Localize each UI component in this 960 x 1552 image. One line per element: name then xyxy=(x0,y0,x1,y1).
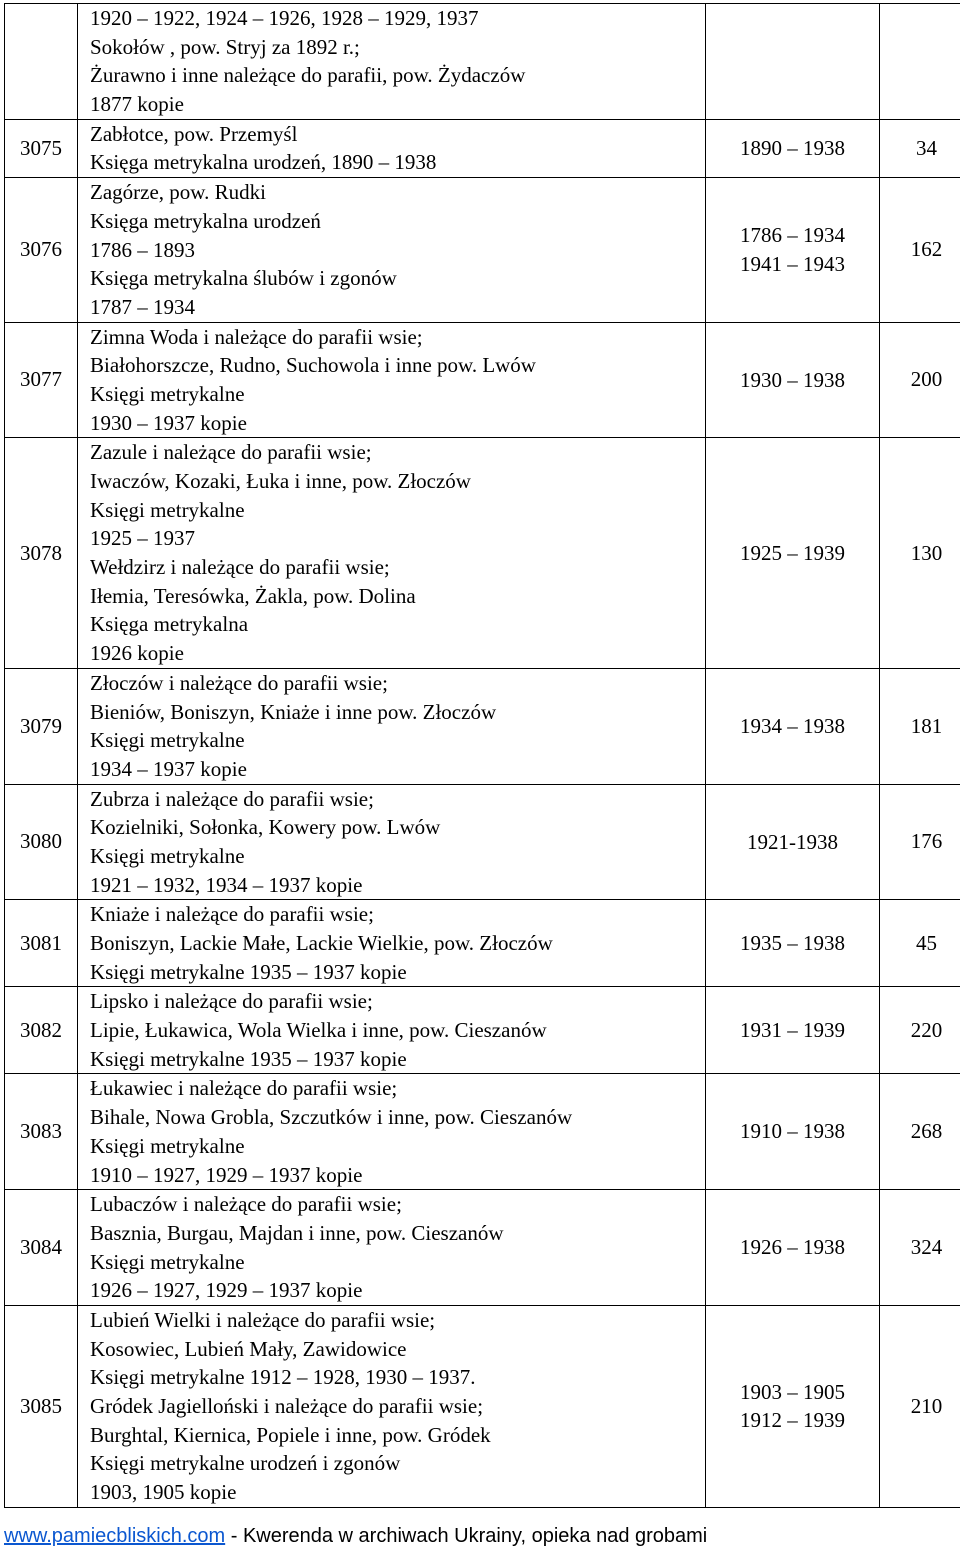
archive-records-table xyxy=(4,3,960,1508)
table-row xyxy=(5,178,960,322)
record-years xyxy=(706,900,880,987)
description-line: Żurawno i inne należące do parafii, pow. Żydaczów xyxy=(90,63,526,88)
description-line: Księgi metrykalne xyxy=(90,381,245,406)
description-line: 1930 – 1937 kopie xyxy=(90,410,247,435)
year-range: 1930 – 1938 xyxy=(740,367,845,392)
record-count: 130 xyxy=(880,438,960,669)
table-row xyxy=(5,668,960,784)
record-description xyxy=(78,1190,706,1306)
year-range: 1931 – 1939 xyxy=(740,1018,845,1043)
description-line: Księgi metrykalne xyxy=(90,1133,245,1158)
record-description xyxy=(78,4,706,120)
record-count: 200 xyxy=(880,322,960,438)
description-line: Księgi metrykalne 1912 – 1928, 1930 – 1937. xyxy=(90,1365,476,1390)
description-line: Księga metrykalna urodzeń xyxy=(90,208,321,233)
description-line: Iwaczów, Kozaki, Łuka i inne, pow. Złoczów xyxy=(90,469,471,493)
record-count: 268 xyxy=(880,1074,960,1190)
record-count: 45 xyxy=(880,900,960,987)
description-line: Wełdzirz i należące do parafii wsie; xyxy=(90,555,390,580)
description-line: Księgi metrykalne 1935 – 1937 kopie xyxy=(90,959,407,984)
year-range: 1935 – 1938 xyxy=(740,931,845,955)
footer-text: - Kwerenda w archiwach Ukrainy, opieka nad grobami xyxy=(225,1525,708,1547)
year-range: 1926 – 1938 xyxy=(740,1235,845,1260)
record-number: 3076 xyxy=(5,178,78,322)
description-line: Sokołów , pow. Stryj za 1892 r.; xyxy=(90,34,360,59)
year-range: 1890 – 1938 xyxy=(740,136,845,161)
year-range: 1903 – 1905 xyxy=(740,1379,845,1404)
record-description xyxy=(78,1074,706,1190)
description-line: Lubaczów i należące do parafii wsie; xyxy=(90,1192,402,1217)
year-range: 1934 – 1938 xyxy=(740,713,845,738)
year-range: 1786 – 1934 xyxy=(740,223,845,248)
record-number: 3075 xyxy=(5,119,78,177)
record-description xyxy=(78,900,706,987)
description-line: 1786 – 1893 xyxy=(90,237,195,262)
description-line: Lubień Wielki i należące do parafii wsie; xyxy=(90,1307,436,1332)
description-line: Księgi metrykalne xyxy=(90,843,245,868)
description-line: 1910 – 1927, 1929 – 1937 kopie xyxy=(90,1162,363,1187)
page-footer xyxy=(4,1525,707,1548)
record-years xyxy=(706,784,880,900)
description-line: Kniaże i należące do parafii wsie; xyxy=(90,902,374,927)
record-number xyxy=(5,4,78,120)
description-line: Kosowiec, Lubień Mały, Zawidowice xyxy=(90,1336,407,1361)
record-count: 220 xyxy=(880,987,960,1074)
description-line: Zagórze, pow. Rudki xyxy=(90,180,266,205)
description-line: Zubrza i należące do parafii wsie; xyxy=(90,786,374,811)
record-years xyxy=(706,1190,880,1306)
year-range: 1910 – 1938 xyxy=(740,1119,845,1144)
description-line: 1921 – 1932, 1934 – 1937 kopie xyxy=(90,872,363,897)
table-row xyxy=(5,1305,960,1507)
record-description xyxy=(78,438,706,669)
record-count: 162 xyxy=(880,178,960,322)
year-range: 1921-1938 xyxy=(747,829,838,854)
description-line: 1787 – 1934 xyxy=(90,294,195,319)
record-years xyxy=(706,1074,880,1190)
record-number: 3079 xyxy=(5,668,78,784)
record-number: 3083 xyxy=(5,1074,78,1190)
record-number: 3077 xyxy=(5,322,78,438)
description-line: Bihale, Nowa Grobla, Szczutków i inne, pow. Cieszanów xyxy=(90,1105,573,1130)
record-years xyxy=(706,668,880,784)
record-description xyxy=(78,784,706,900)
description-line: Księga metrykalna ślubów i zgonów xyxy=(90,266,397,291)
description-line: Księgi metrykalne urodzeń i zgonów xyxy=(90,1451,401,1476)
table-row xyxy=(5,987,960,1074)
record-years xyxy=(706,178,880,322)
description-line: 1925 – 1937 xyxy=(90,526,195,551)
table-row xyxy=(5,322,960,438)
description-line: Księgi metrykalne xyxy=(90,728,245,753)
description-line: Księga metrykalna urodzeń, 1890 – 1938 xyxy=(90,150,437,175)
year-range: 1925 – 1939 xyxy=(740,540,845,565)
record-number: 3084 xyxy=(5,1190,78,1306)
description-line: Boniszyn, Lackie Małe, Lackie Wielkie, pow. Złoczów xyxy=(90,931,553,955)
description-line: Zazule i należące do parafii wsie; xyxy=(90,440,372,465)
description-line: 1926 kopie xyxy=(90,641,184,666)
table-row xyxy=(5,1190,960,1306)
record-number: 3080 xyxy=(5,784,78,900)
record-description xyxy=(78,668,706,784)
website-link[interactable]: www.pamiecbliskich.com xyxy=(4,1525,226,1547)
table-row xyxy=(5,119,960,177)
description-line: Zabłotce, pow. Przemyśl xyxy=(90,121,298,146)
description-line: Zimna Woda i należące do parafii wsie; xyxy=(90,324,423,349)
description-line: 1926 – 1927, 1929 – 1937 kopie xyxy=(90,1278,363,1303)
description-line: 1920 – 1922, 1924 – 1926, 1928 – 1929, 1937 xyxy=(90,6,479,30)
description-line: Iłemia, Teresówka, Żakla, pow. Dolina xyxy=(90,583,416,608)
record-count: 210 xyxy=(880,1305,960,1507)
description-line: Księgi metrykalne 1935 – 1937 kopie xyxy=(90,1046,407,1071)
description-line: Bieniów, Boniszyn, Kniaże i inne pow. Złoczów xyxy=(90,699,497,724)
description-line: Lipsko i należące do parafii wsie; xyxy=(90,989,373,1014)
description-line: 1903, 1905 kopie xyxy=(90,1480,237,1505)
description-line: 1934 – 1937 kopie xyxy=(90,756,247,781)
description-line: Gródek Jagielloński i należące do parafii wsie; xyxy=(90,1394,484,1418)
record-number: 3078 xyxy=(5,438,78,669)
table-body xyxy=(5,4,960,1508)
record-years xyxy=(706,438,880,669)
description-line: Księgi metrykalne xyxy=(90,497,245,522)
table-row xyxy=(5,438,960,669)
record-years xyxy=(706,1305,880,1507)
year-range: 1912 – 1939 xyxy=(740,1408,845,1433)
record-count: 324 xyxy=(880,1190,960,1306)
record-description xyxy=(78,178,706,322)
record-years xyxy=(706,119,880,177)
table-row xyxy=(5,900,960,987)
description-line: Kozielniki, Sołonka, Kowery pow. Lwów xyxy=(90,815,441,840)
record-years xyxy=(706,322,880,438)
description-line: Księga metrykalna xyxy=(90,612,249,637)
record-description xyxy=(78,987,706,1074)
description-line: Basznia, Burgau, Majdan i inne, pow. Cieszanów xyxy=(90,1220,504,1245)
description-line: 1877 kopie xyxy=(90,92,184,117)
table-row xyxy=(5,4,960,120)
table-row xyxy=(5,784,960,900)
record-count: 181 xyxy=(880,668,960,784)
record-description xyxy=(78,322,706,438)
record-years xyxy=(706,987,880,1074)
description-line: Lipie, Łukawica, Wola Wielka i inne, pow. Cieszanów xyxy=(90,1018,547,1043)
record-count xyxy=(880,4,960,120)
record-count: 176 xyxy=(880,784,960,900)
record-number: 3081 xyxy=(5,900,78,987)
description-line: Burghtal, Kiernica, Popiele i inne, pow. Gródek xyxy=(90,1422,491,1447)
description-line: Złoczów i należące do parafii wsie; xyxy=(90,670,388,695)
record-description xyxy=(78,1305,706,1507)
record-years xyxy=(706,4,880,120)
record-number: 3082 xyxy=(5,987,78,1074)
table-row xyxy=(5,1074,960,1190)
description-line: Łukawiec i należące do parafii wsie; xyxy=(90,1076,398,1101)
description-line: Białohorszcze, Rudno, Suchowola i inne pow. Lwów xyxy=(90,353,536,378)
year-range: 1941 – 1943 xyxy=(740,251,845,276)
record-number: 3085 xyxy=(5,1305,78,1507)
description-line: Księgi metrykalne xyxy=(90,1249,245,1274)
record-description xyxy=(78,119,706,177)
record-count: 34 xyxy=(880,119,960,177)
